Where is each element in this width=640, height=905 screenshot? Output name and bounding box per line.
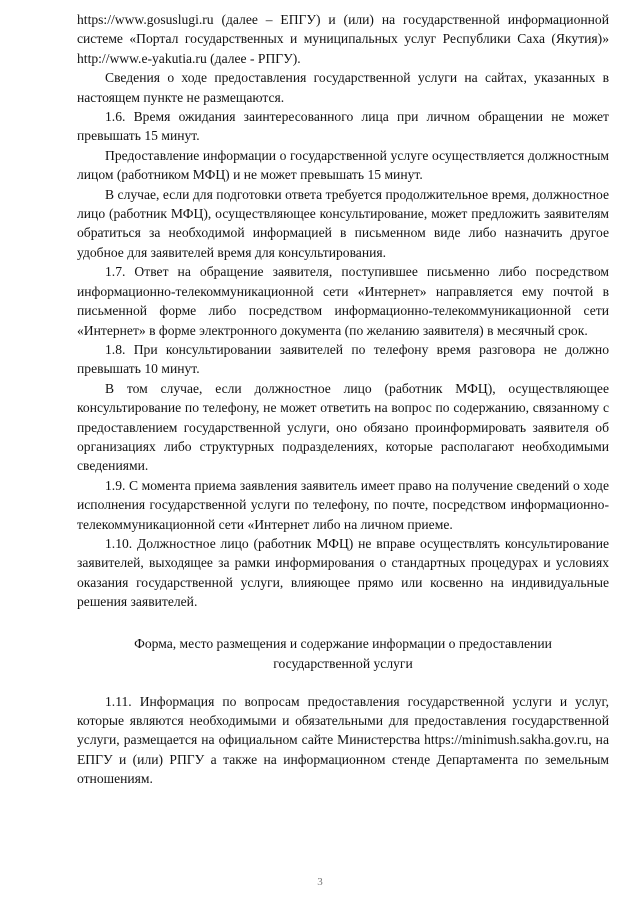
- paragraph-continuation: https://www.gosuslugi.ru (далее – ЕПГУ) и (или) на государственной информационной системе «Портал государственных и муниципальных услуг Республики Саха (Якутия)» http://www.e-yakutia.ru (далее - РПГУ).: [77, 12, 609, 66]
- section-heading: [77, 634, 609, 674]
- paragraph-1-9: 1.9. С момента приема заявления заявитель имеет право на получение сведений о ходе исполнения государственной услуги по телефону, по почте, посредством информационно-телекоммуникационной сети «Интернет либо на личном приеме.: [77, 477, 609, 532]
- paragraph-1-11: 1.11. Информация по вопросам предоставления государственной услуги и услуг, которые являются необходимыми и обязательными для предоставления государственной услуги, размещается на официальном сайте Министерства https://minimush.sakha.gov.ru, на ЕПГУ и (или) РПГУ а также на информационном стенде Департамента по земельным отношениям.: [77, 693, 609, 787]
- paragraph-1-8: 1.8. При консультировании заявителей по телефону время разговора не должно превышать 10 минут.: [77, 341, 609, 377]
- paragraph-long-preparation: В случае, если для подготовки ответа требуется продолжительное время, должностное лицо (работник МФЦ), осуществляющее консультирование, может предложить заявителям обратиться за необходимой информацией в письменном виде либо назначить другое удобное для заявителей время для консультирования.: [77, 186, 609, 260]
- paragraph-1-10: 1.10. Должностное лицо (работник МФЦ) не вправе осуществлять консультирование заявителей, выходящее за рамки информирования о стандартных процедурах и условиях оказания государственной услуги, влияющее прямо или косвенно на индивидуальные решения заявителей.: [77, 535, 609, 610]
- paragraph-1-7: 1.7. Ответ на обращение заявителя, поступившее письменно либо посредством информационно-телекоммуникационной сети «Интернет» направляется ему почтой в письменной форме либо посредством информационно-телекоммуникационной сети «Интернет» в форме электронного документа (по желанию заявителя) в месячный срок.: [77, 264, 609, 338]
- paragraph-info-provision: Предоставление информации о государственной услуге осуществляется должностным лицом (работником МФЦ) и не может превышать 15 минут.: [77, 147, 609, 183]
- paragraph-info-not-posted: Сведения о ходе предоставления государственной услуги на сайтах, указанных в настоящем пункте не размещаются.: [77, 70, 609, 105]
- page-number: 3: [317, 876, 323, 888]
- section-heading-line-1: Форма, место размещения и содержание информации о предоставлении: [134, 635, 552, 651]
- section-heading-line-2: государственной услуги: [273, 655, 413, 671]
- paragraph-phone-consulting: В том случае, если должностное лицо (работник МФЦ), осуществляющее консультирование по телефону, не может ответить на вопрос по содержанию, связанному с предоставлением государственной услуги, оно обязано проинформировать заявителя об организациях либо структурных подразделениях, которые располагают необходимыми сведениями.: [77, 380, 609, 474]
- paragraph-1-6: 1.6. Время ожидания заинтересованного лица при личном обращении не может превышать 15 минут.: [77, 109, 609, 144]
- document-body: [77, 10, 609, 789]
